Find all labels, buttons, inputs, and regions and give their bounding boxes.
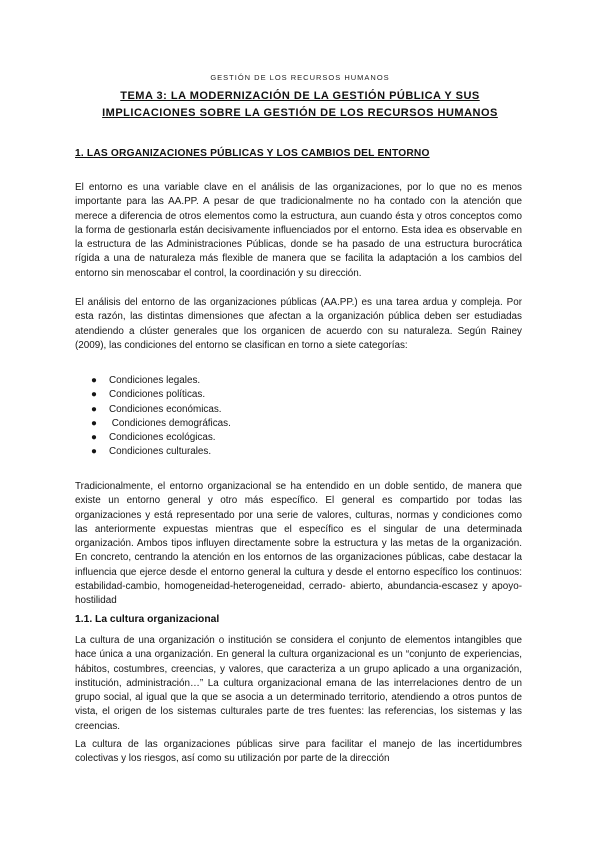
paragraph-entorno: El entorno es una variable clave en el análisis de las organizaciones, por lo que no es menos importante para las AA.PP. A pesar de que tradicionalmente no ha contado con la atención que merece a diferencia de otros elementos como la estructura, aun cuando ésta y otros conceptos como la forma de gestionarla están decisivamente influenciados por el entorno. Esta idea es observable en la estructura de las Administraciones Públicas, donde se ha pasado de una estructura burocrática rígida a una de naturaleza más flexible de manera que se facilita la adaptación a los cambios del entorno sin menoscabar el control, la coordinación y su dirección. [75, 182, 522, 279]
list-item: ● Condiciones demográficas. [75, 417, 231, 431]
paragraph-cultura: La cultura de una organización o institución se considera el conjunto de elementos intangibles que hace única a una organización. En general la cultura organizacional es un “conjunto de experiencias, hábitos, costumbres, creencias, y valores, que caracteriza a un grupo aplicado a una organización, institución, administración…” La cultura organizacional emana de las interrelaciones dentro de un grupo social, al igual que la que se asocia a un determinado territorio, atendiendo a otros puntos de vista, el origen de los sistemas culturales parte de tres fuentes: las referencias, los sistemas y las creencias. [75, 635, 522, 732]
subsection-heading: 1.1. La cultura organizacional [75, 614, 220, 625]
bullet-icon: ● [91, 375, 97, 386]
paragraph-entorno-organizacional: Tradicionalmente, el entorno organizacional se ha entendido en un doble sentido, de manera que existe un entorno general y otro más específico. El general es compartido por todas las organizaciones y está representado por una serie de valores, culturas, normas y condiciones como las anteriormente expuestas mientras que el específico es el singular de una determinada organización. Ambos tipos influyen directamente sobre la estructura y las metas de la organización. En concreto, centrando la atención en los entornos de las organizaciones públicas, cabe destacar la influencia que ejerce desde el entorno general la cultura y desde el entorno específico los continuos: estabilidad-cambio, homogeneidad-heterogeneidad, cerrado- abierto, abundancia-escasez y apoyo-hostilidad [75, 481, 522, 607]
bullet-icon: ● [91, 417, 97, 429]
course-header: GESTIÓN DE LOS RECURSOS HUMANOS [210, 73, 390, 82]
paragraph-cultura-publica: La cultura de las organizaciones públicas sirve para facilitar el manejo de las incertidumbres colectivas y los riesgos, así como su utilización por parte de la dirección [75, 739, 522, 765]
paragraph-analisis: El análisis del entorno de las organizaciones públicas (AA.PP.) es una tarea ardua y compleja. Por esta razón, las distintas dimensiones que afectan a la organización pública deben ser estudiadas atendiendo a clúster generales que los organicen de acuerdo con su naturaleza. Según Rainey (2009), las condiciones del entorno se clasifican en torno a siete categorías: [75, 297, 522, 351]
conditions-list [75, 374, 231, 460]
document-title: TEMA 3: LA MODERNIZACIÓN DE LA GESTIÓN PÚBLICA Y SUS IMPLICACIONES SOBRE LA GESTIÓN DE LOS RECURSOS HUMANOS [102, 90, 498, 119]
list-item: ● Condiciones ecológicas. [75, 431, 231, 445]
bullet-icon: ● [91, 403, 97, 415]
section-heading: 1. LAS ORGANIZACIONES PÚBLICAS Y LOS CAMBIOS DEL ENTORNO [75, 148, 430, 159]
bullet-icon: ● [91, 432, 97, 444]
bullet-icon: ● [91, 446, 97, 458]
list-item: ● Condiciones políticas. [75, 388, 231, 402]
list-item: ● Condiciones culturales. [75, 445, 231, 459]
bullet-icon: ● [91, 389, 97, 401]
list-item: ● Condiciones legales. [75, 374, 231, 388]
list-item: ● Condiciones económicas. [75, 403, 231, 417]
